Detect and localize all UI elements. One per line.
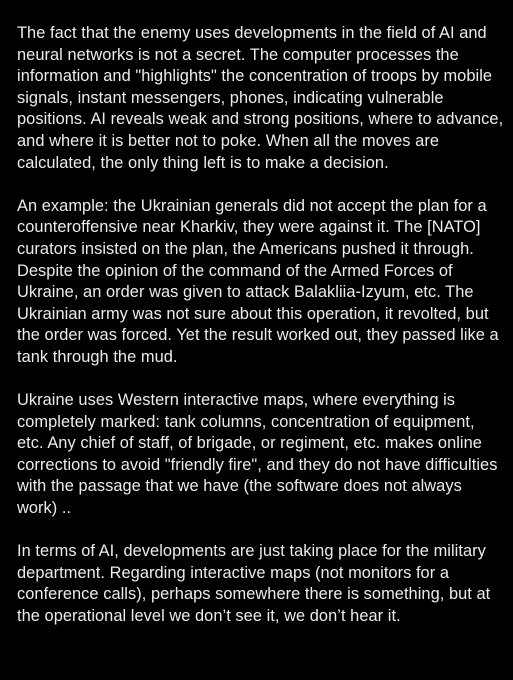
paragraph-3: Ukraine uses Western interactive maps, where everything is completely marked: tank columns, concentration of equipment, etc. Any chief of staff, of brigade, or regiment, etc. makes online corrections to avoid "friendly fire", and they do not have difficulties with the passage that we have (the software does not always work) .. bbox=[17, 391, 498, 518]
paragraph-4: In terms of AI, developments are just taking place for the military department. Regarding interactive maps (not monitors for a conference calls), perhaps somewhere there is something, but at the operational level we don’t see it, we don’t hear it. bbox=[17, 542, 491, 626]
paragraph-2: An example: the Ukrainian generals did not accept the plan for a counteroffensive near Kharkiv, they were against it. The [NATO] curators insisted on the plan, the Americans pushed it through. Despite the opinion of the command of the Armed Forces of Ukraine, an order was given to attack Balakliia-Izyum, etc. The Ukrainian army was not sure about this operation, it revolted, but the order was forced. Yet the result worked out, they passed like a tank through the mud. bbox=[17, 196, 499, 366]
document-body bbox=[17, 23, 505, 628]
paragraph-1: The fact that the enemy uses developments in the field of AI and neural networks is not a secret. The computer processes the information and "highlights" the concentration of troops by mobile signals, instant messengers, phones, indicating vulnerable positions. AI reveals weak and strong positions, where to advance, and where it is better not to poke. When all the moves are calculated, the only thing left is to make a decision. bbox=[17, 24, 504, 172]
